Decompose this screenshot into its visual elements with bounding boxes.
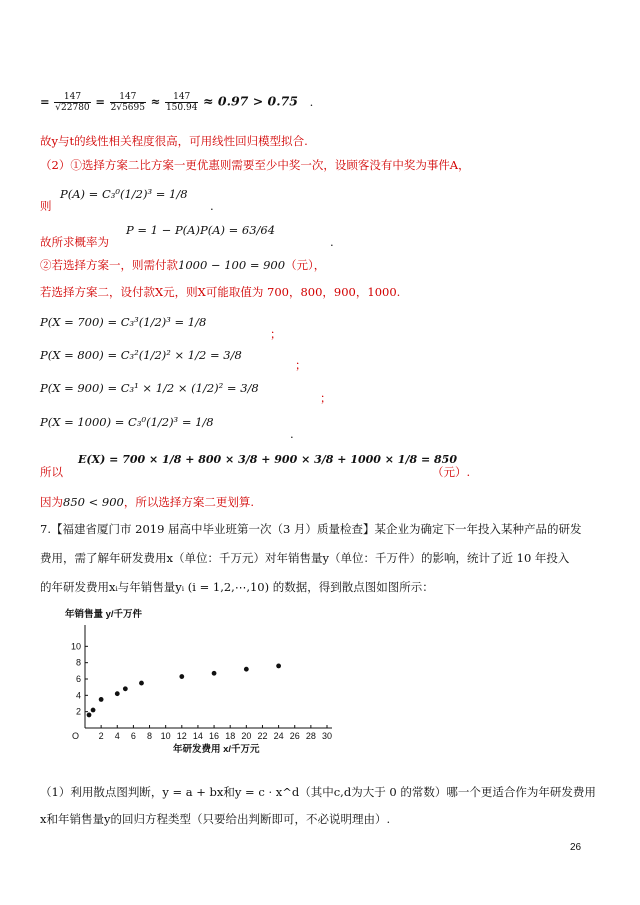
expectation-prefix: 所以 — [40, 465, 63, 479]
scatter-point — [115, 691, 120, 696]
scatter-point — [123, 686, 128, 691]
y-tick-label: 2 — [75, 706, 81, 717]
scatter-point — [179, 674, 184, 679]
scatter-point — [212, 671, 217, 676]
scatter-point — [99, 697, 104, 702]
comparison-line: 因为850 < 900，所以选择方案二更划算. — [40, 495, 255, 509]
x-tick-label: 28 — [305, 731, 316, 741]
scatter-point — [276, 664, 281, 669]
question7-part1-line-1: （1）利用散点图判断，y = a + bx和y = c · x^d（其中c,d为大于 0 的常数）哪一个更适合作为年研发费用 — [40, 785, 596, 799]
prob-a-prefix: 则 — [40, 199, 52, 213]
y-tick-label: 6 — [75, 674, 81, 684]
px800-formula: P(X = 800) = C₃²(1/2)² × 1/2 = 3/8 — [40, 348, 242, 362]
page-number: 26 — [570, 842, 582, 853]
question7-line-1: 7.【福建省厦门市 2019 届高中毕业班第一次（3 月）质量检查】某企业为确定下一年投入某种产品的研发 — [40, 522, 582, 536]
y-axis-label: 年销售量 y/千万件 — [65, 609, 143, 620]
y-tick-label: 8 — [75, 657, 81, 668]
scatter-point — [139, 681, 144, 686]
origin-label: O — [72, 731, 80, 741]
x-tick-label: 2 — [98, 731, 104, 741]
question7-line-3: 的年研发费用xᵢ与年销售量yᵢ (i = 1,2,⋯,10) 的数据，得到散点图如图所示： — [40, 580, 434, 594]
expectation-formula: E(X) = 700 × 1/8 + 800 × 3/8 + 900 × 3/8 + 1000 × 1/8 = 850 — [78, 453, 457, 466]
y-tick-label: 4 — [75, 690, 81, 701]
x-tick-label: 30 — [321, 731, 333, 741]
eq-lead: = — [40, 94, 50, 109]
question7-part1-line-2: x和年销售量y的回归方程类型（只要给出判断即可，不必说明理由）. — [40, 812, 391, 826]
x-tick-label: 20 — [241, 731, 252, 741]
x-tick-label: 18 — [225, 731, 236, 741]
scatter-point — [244, 667, 249, 672]
scatter-plot — [55, 600, 355, 760]
x-tick-label: 22 — [257, 731, 268, 741]
x-tick-label: 8 — [147, 731, 153, 741]
part2-intro-line: （2）①选择方案二比方案一更优惠则需要至少中奖一次，设顾客没有中奖为事件A， — [40, 158, 470, 172]
x-tick-label: 24 — [273, 731, 284, 741]
x-tick-label: 26 — [289, 731, 300, 741]
scatter-point — [87, 713, 92, 718]
correlation-calc-line: = $\frac{147}{√22780}$ = $\frac{147}{2√5695}$ ≈ $\frac{147}{150.94}$ ≈ 0.97 > 0.75 . — [40, 92, 314, 113]
prob-a-formula: P(A) = C₃⁰(1/2)³ = 1/8 — [60, 187, 188, 201]
plan1-line: ②若选择方案一，则需付款1000 − 100 = 900（元）， — [40, 258, 326, 272]
px700-formula: P(X = 700) = C₃³(1/2)³ = 1/8 — [40, 315, 207, 329]
comparison-math: 850 < 900 — [63, 495, 124, 509]
y-tick-label: 10 — [70, 641, 81, 652]
prob-total-prefix: 故所求概率为 — [40, 235, 109, 249]
x-tick-label: 4 — [114, 731, 120, 741]
plan1-payment: 1000 − 100 = 900 — [178, 258, 286, 272]
correlation-result: ≈ 0.97 > 0.75 — [203, 93, 299, 109]
px900-formula: P(X = 900) = C₃¹ × 1/2 × (1/2)² = 3/8 — [40, 381, 259, 395]
prob-total-formula: P = 1 − P(A)P(A) = 63/64 — [126, 223, 276, 237]
question7-line-2: 费用，需了解年研发费用x（单位：千万元）对年销售量y（单位：千万件）的影响，统计了近 10 年投入 — [40, 551, 570, 565]
px1000-formula: P(X = 1000) = C₃⁰(1/2)³ = 1/8 — [40, 415, 214, 429]
fraction-2: $\frac{147}{2√5695}$ — [110, 92, 145, 113]
fraction-3: $\frac{147}{150.94}$ — [165, 92, 198, 113]
scatter-point — [91, 708, 96, 713]
x-tick-label: 14 — [192, 731, 203, 741]
x-tick-label: 12 — [176, 731, 187, 741]
x-tick-label: 16 — [209, 731, 220, 741]
plan2-line: 若选择方案二，设付款X元，则X可能取值为 700，800，900，1000. — [40, 285, 401, 299]
x-tick-label: 6 — [130, 731, 136, 741]
fraction-1: $\frac{147}{√22780}$ — [55, 92, 90, 113]
x-axis-label: 年研发费用 x/千万元 — [173, 744, 260, 755]
conclusion-line: 故y与t的线性相关程度很高，可用线性回归模型拟合. — [40, 134, 308, 148]
x-tick-label: 10 — [160, 731, 171, 741]
